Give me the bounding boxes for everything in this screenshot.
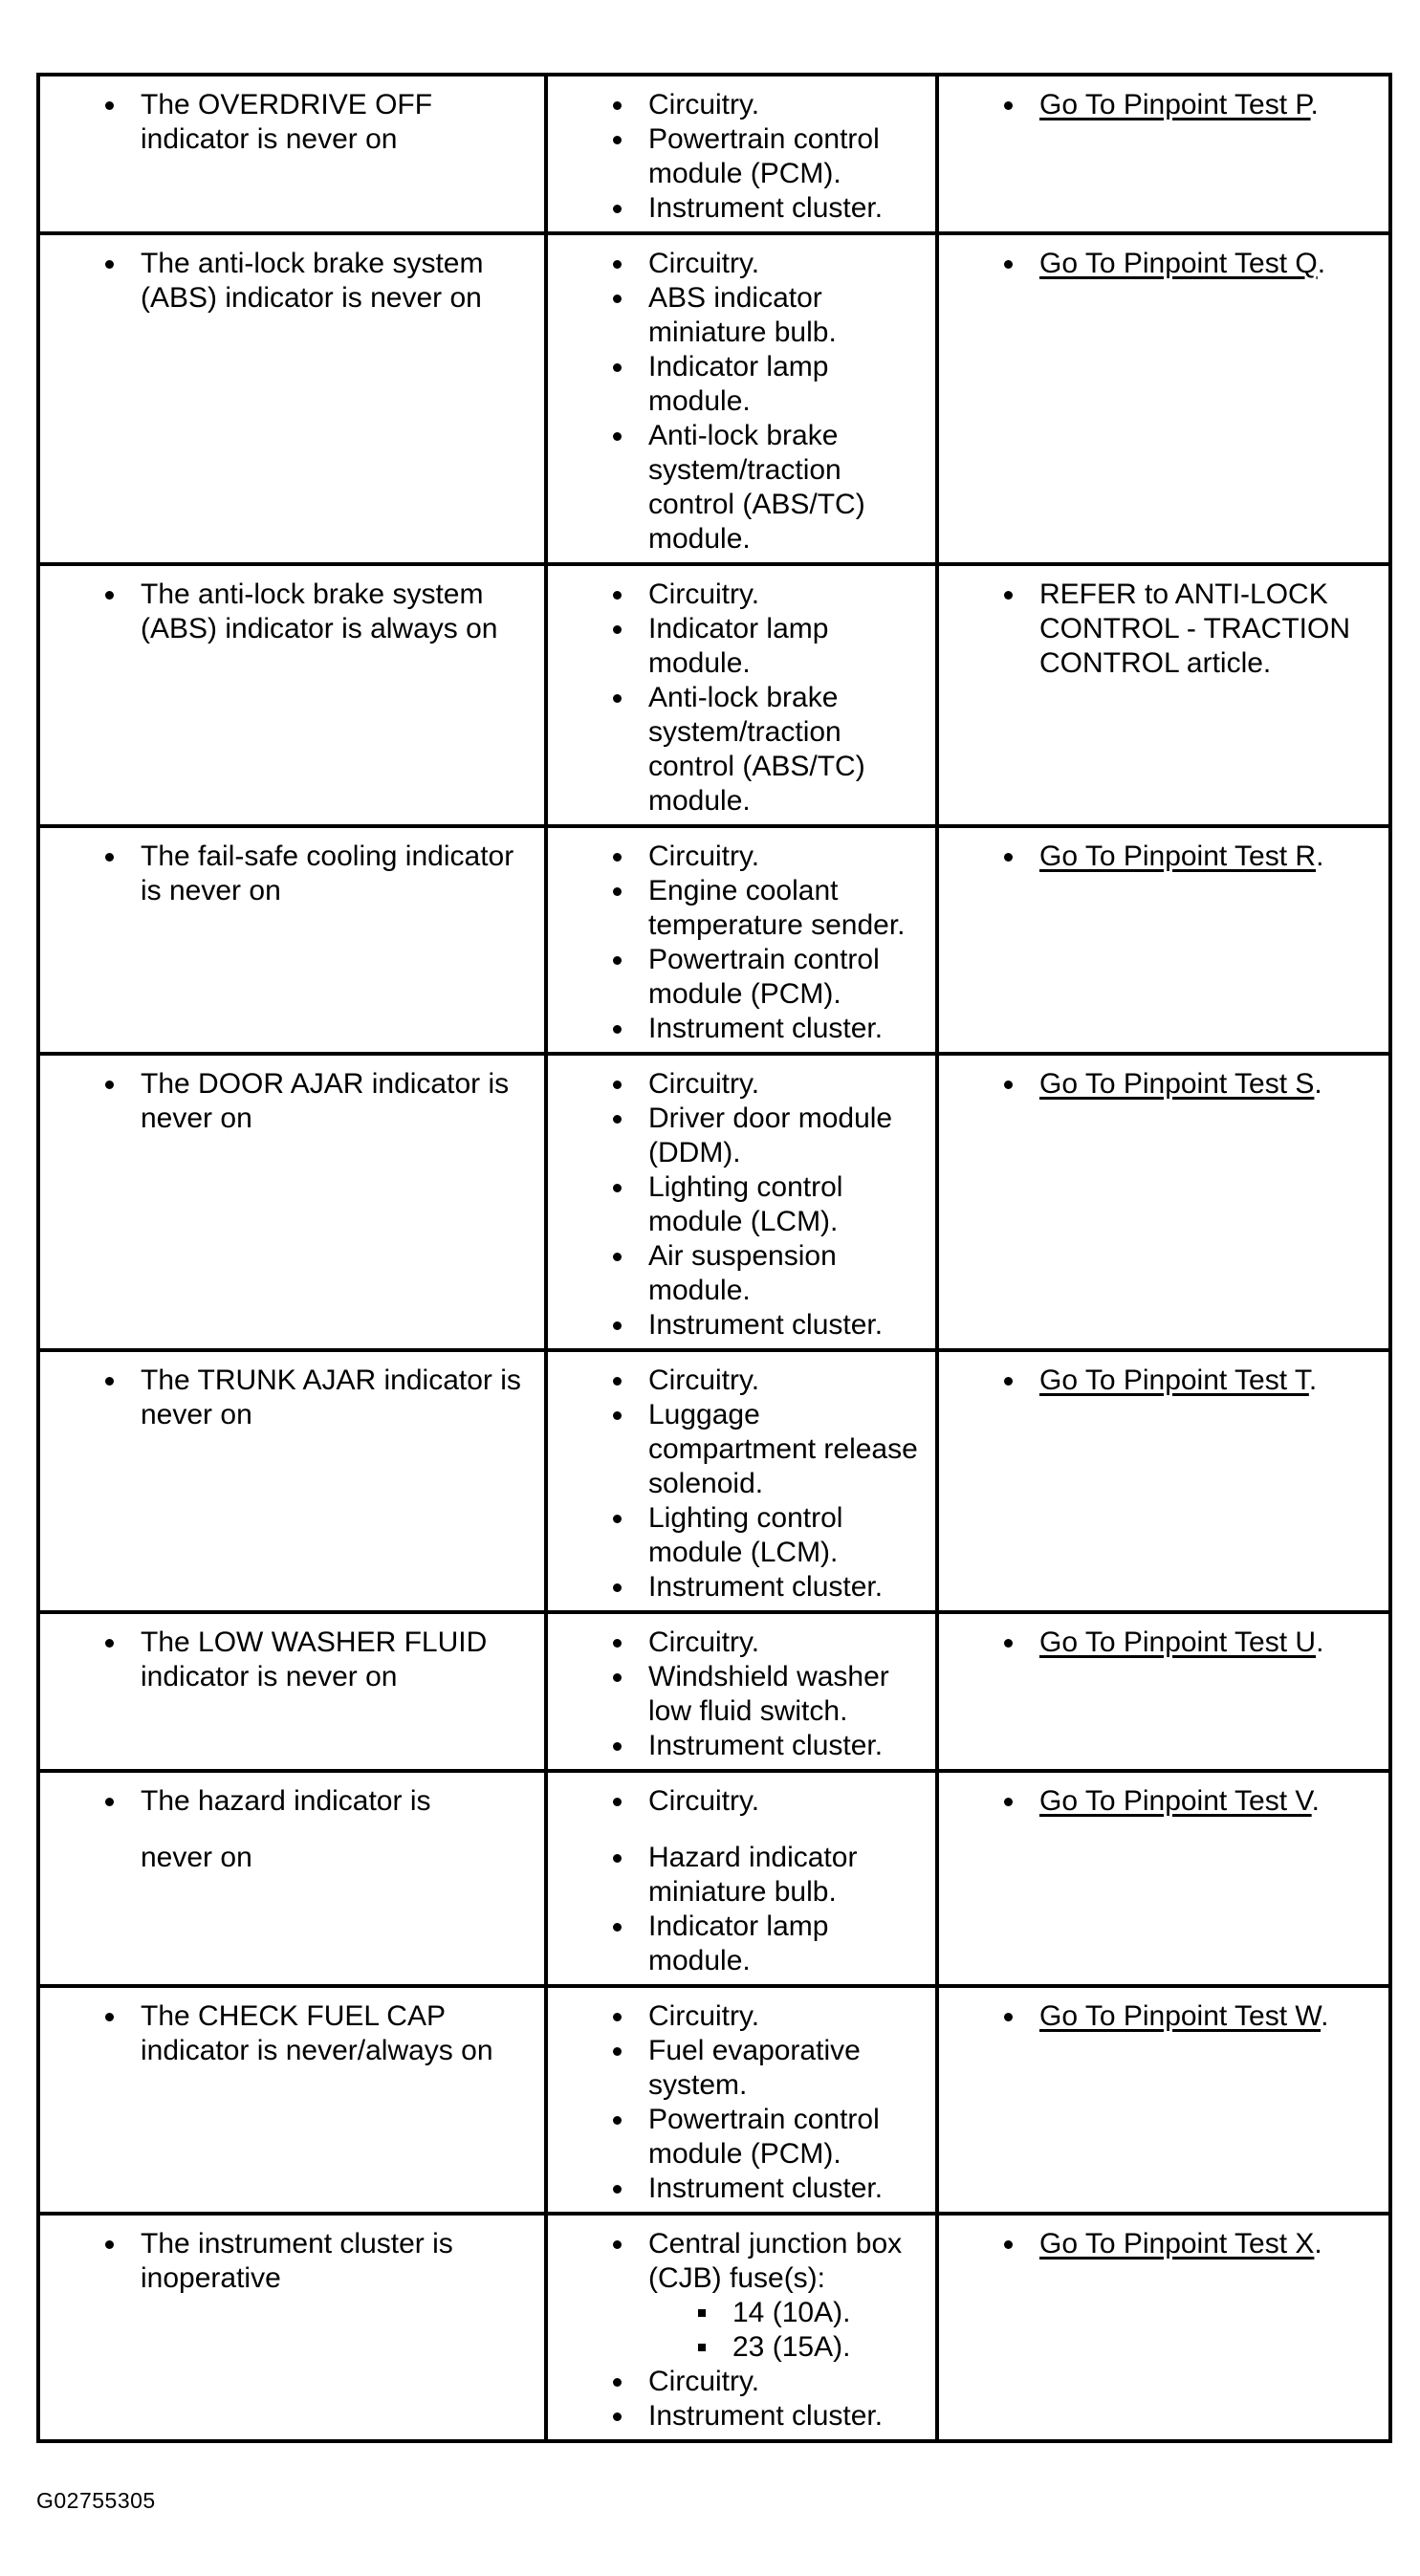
cause-item: Circuitry. [648, 1999, 928, 2034]
pinpoint-test-link[interactable]: Go To Pinpoint Test Q [1039, 248, 1318, 279]
possible-causes-cell [546, 564, 937, 826]
cause-item: Windshield washer low fluid switch. [648, 1660, 928, 1729]
cause-item: ABS indicator miniature bulb. [648, 281, 928, 350]
cause-item: Indicator lamp module. [648, 612, 928, 681]
pinpoint-test-link[interactable]: Go To Pinpoint Test R [1039, 840, 1317, 872]
table-row [38, 1350, 1390, 1612]
cause-item: Anti-lock brake system/traction control (ABS/TC) module. [648, 419, 928, 557]
condition-text: The anti-lock brake system (ABS) indicator is never on [141, 247, 536, 316]
condition-text: The DOOR AJAR indicator is never on [141, 1067, 536, 1136]
cause-item [648, 2227, 928, 2365]
possible-causes-cell [546, 233, 937, 564]
cause-item: Circuitry. [648, 578, 928, 612]
cause-item: Indicator lamp module. [648, 350, 928, 419]
condition-cell [38, 1986, 546, 2214]
condition-cell [38, 826, 546, 1054]
table-row [38, 564, 1390, 826]
table-row [38, 1054, 1390, 1350]
condition-cell [38, 1771, 546, 1986]
cause-item: Instrument cluster. [648, 2399, 928, 2434]
cause-item: Luggage compartment release solenoid. [648, 1398, 928, 1501]
possible-causes-cell [546, 1771, 937, 1986]
cause-item: Circuitry. [648, 1364, 928, 1398]
condition-text: The LOW WASHER FLUID indicator is never on [141, 1626, 536, 1694]
action-cell [937, 75, 1390, 233]
action-cell [937, 1986, 1390, 2214]
pinpoint-test-link[interactable]: Go To Pinpoint Test U [1039, 1626, 1317, 1658]
cause-item: Air suspension module. [648, 1239, 928, 1308]
diagnosis-table [36, 73, 1392, 2443]
action-cell [937, 1612, 1390, 1771]
action-suffix: . [1308, 1364, 1318, 1396]
cause-item: Lighting control module (LCM). [648, 1170, 928, 1239]
pinpoint-test-link[interactable]: Go To Pinpoint Test X [1039, 2228, 1315, 2259]
condition-text: The TRUNK AJAR indicator is never on [141, 1364, 536, 1432]
pinpoint-test-link[interactable]: Go To Pinpoint Test W [1039, 2000, 1322, 2032]
table-row [38, 826, 1390, 1054]
action-cell [937, 1771, 1390, 1986]
cause-item: Anti-lock brake system/traction control (ABS/TC) module. [648, 681, 928, 819]
cause-item: Hazard indicator miniature bulb. [648, 1841, 928, 1910]
action-suffix: . [1311, 1785, 1320, 1817]
condition-line-1: The hazard indicator is [141, 1785, 431, 1817]
cause-item: Circuitry. [648, 247, 928, 281]
action-suffix: . [1316, 840, 1324, 872]
possible-causes-cell [546, 1612, 937, 1771]
cause-item: Instrument cluster. [648, 1012, 928, 1046]
cause-item: Powertrain control module (PCM). [648, 2103, 928, 2172]
action-cell [937, 1350, 1390, 1612]
condition-text: The anti-lock brake system (ABS) indicator is always on [141, 578, 536, 646]
condition-text: The instrument cluster is inoperative [141, 2227, 536, 2296]
condition-cell [38, 564, 546, 826]
cause-item: Instrument cluster. [648, 2172, 928, 2206]
condition-text: The OVERDRIVE OFF indicator is never on [141, 88, 536, 157]
condition-cell [38, 2214, 546, 2441]
table-row [38, 75, 1390, 233]
cause-item: Circuitry. [648, 840, 928, 874]
condition-cell [38, 1612, 546, 1771]
cause-item: Instrument cluster. [648, 1308, 928, 1343]
action-suffix: . [1321, 2000, 1329, 2032]
possible-causes-cell [546, 1986, 937, 2214]
action-cell [937, 2214, 1390, 2441]
action-text: REFER to ANTI-LOCK CONTROL - TRACTION CONTROL article. [1039, 578, 1381, 681]
pinpoint-test-link[interactable]: Go To Pinpoint Test S [1039, 1068, 1315, 1100]
possible-causes-cell [546, 1350, 937, 1612]
condition-text: The fail-safe cooling indicator is never on [141, 840, 536, 908]
cause-item: Fuel evaporative system. [648, 2034, 928, 2103]
action-suffix: . [1314, 1068, 1322, 1100]
pinpoint-test-link[interactable]: Go To Pinpoint Test T [1039, 1364, 1309, 1396]
possible-causes-cell [546, 1054, 937, 1350]
action-suffix: . [1317, 248, 1326, 279]
cause-item: Circuitry. [648, 1784, 928, 1819]
cause-item: Lighting control module (LCM). [648, 1501, 928, 1570]
action-cell [937, 1054, 1390, 1350]
possible-causes-cell [546, 826, 937, 1054]
action-suffix: . [1310, 89, 1319, 120]
table-row [38, 1771, 1390, 1986]
cause-item: Circuitry. [648, 88, 928, 122]
cause-item: Instrument cluster. [648, 1729, 928, 1763]
action-suffix: . [1316, 1626, 1324, 1658]
action-cell [937, 564, 1390, 826]
cause-item: Circuitry. [648, 2365, 928, 2399]
cause-item: Powertrain control module (PCM). [648, 943, 928, 1012]
cause-item: Powertrain control module (PCM). [648, 122, 928, 191]
fuse-list [648, 2296, 928, 2365]
condition-cell [38, 1054, 546, 1350]
possible-causes-cell [546, 75, 937, 233]
condition-cell [38, 233, 546, 564]
fuse-item: 14 (10A). [732, 2296, 928, 2330]
table-row [38, 1612, 1390, 1771]
condition-text [141, 1784, 536, 1875]
condition-text: The CHECK FUEL CAP indicator is never/always on [141, 1999, 536, 2068]
action-cell [937, 233, 1390, 564]
fuse-item: 23 (15A). [732, 2330, 928, 2365]
action-suffix: . [1314, 2228, 1322, 2259]
cause-item: Driver door module (DDM). [648, 1102, 928, 1170]
cause-item: Indicator lamp module. [648, 1910, 928, 1978]
cause-text: Central junction box (CJB) fuse(s): [648, 2228, 903, 2294]
cause-item: Instrument cluster. [648, 1570, 928, 1605]
cause-item: Circuitry. [648, 1067, 928, 1102]
condition-cell [38, 1350, 546, 1612]
cause-item: Engine coolant temperature sender. [648, 874, 928, 943]
cause-item: Circuitry. [648, 1626, 928, 1660]
table-row [38, 233, 1390, 564]
action-cell [937, 826, 1390, 1054]
figure-id: G02755305 [36, 2488, 156, 2513]
pinpoint-test-link[interactable]: Go To Pinpoint Test P [1039, 89, 1311, 120]
pinpoint-test-link[interactable]: Go To Pinpoint Test V [1039, 1785, 1312, 1817]
table-row [38, 2214, 1390, 2441]
condition-cell [38, 75, 546, 233]
cause-item: Instrument cluster. [648, 191, 928, 226]
table-row [38, 1986, 1390, 2214]
condition-line-2: never on [141, 1842, 252, 1873]
possible-causes-cell [546, 2214, 937, 2441]
